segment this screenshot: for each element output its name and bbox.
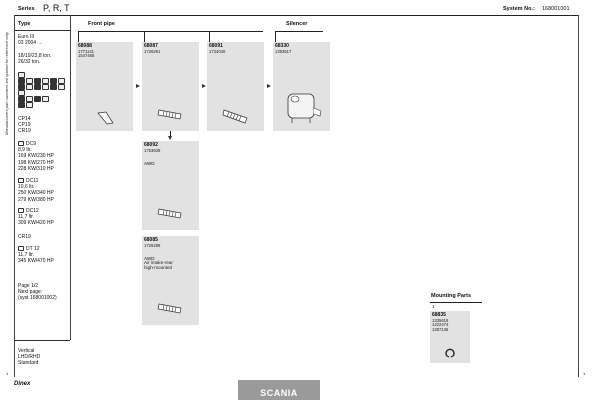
- axle-icon: [26, 102, 33, 108]
- left-border: [14, 15, 15, 377]
- engine-spec: 250 KW/340 HP: [18, 190, 54, 197]
- config-line: Vertical: [18, 348, 35, 354]
- part-68092[interactable]: [142, 141, 199, 230]
- part-number: 68330: [275, 43, 289, 49]
- next-page-label: Next page:: [18, 289, 43, 296]
- page-number: Page 1/2: [18, 283, 39, 289]
- silencer-line: [275, 31, 323, 32]
- engine-spec: 279 KW/380 HP: [18, 196, 54, 203]
- models-block: [18, 116, 31, 135]
- flex-pipe-icon: [156, 203, 186, 223]
- axle-icon: [42, 84, 49, 90]
- header-rule: [14, 15, 578, 16]
- part-68091[interactable]: [207, 42, 264, 131]
- part-ref: 1753639: [144, 147, 161, 153]
- engine-name: DC9: [26, 141, 37, 147]
- engine-icon: [18, 178, 24, 183]
- part-ref: 1387136: [432, 326, 449, 332]
- flow-arrow: [267, 84, 271, 88]
- part-68085[interactable]: [142, 236, 199, 325]
- mounting-parts-heading: Mounting Parts: [431, 293, 472, 299]
- mounting-parts-line: [430, 302, 482, 303]
- column-divider: [70, 15, 71, 340]
- engine-spec: 11,7 ltr.: [18, 252, 35, 259]
- engine-name: DC11: [26, 178, 39, 184]
- part-68087[interactable]: [142, 42, 199, 131]
- engine-spec: 345 KW/470 HP: [18, 258, 54, 265]
- engine-spec: 8,9 ltr.: [18, 147, 32, 154]
- euro-date: 03 2004 →: [18, 40, 43, 47]
- flow-arrow: [202, 84, 206, 88]
- axle-config-icons: [18, 72, 65, 108]
- engine-dc12: [18, 208, 54, 227]
- engine-spec: 11,7 ltr.: [18, 214, 35, 221]
- front-pipe-line: [78, 31, 263, 32]
- tonnage-block: [18, 53, 51, 65]
- connector: [144, 31, 145, 42]
- part-ref: 1726291: [144, 48, 161, 54]
- series-value: P, R, T: [43, 3, 70, 13]
- engine-spec: 169 KW/230 HP: [18, 153, 54, 160]
- front-pipe-heading: Front pipe: [88, 21, 115, 27]
- part-number: 68835: [432, 312, 446, 318]
- system-number-label: System No.:: [503, 6, 535, 12]
- part-ref: 1547466: [78, 53, 95, 59]
- bottom-rule: [15, 340, 70, 341]
- scania-brand-bar: SCANIA: [238, 380, 320, 400]
- reference-note: Manufacturers part numbers are quoted for reference only: [4, 32, 9, 135]
- page-marker-left: 1: [6, 371, 9, 376]
- part-ref: 1335618: [432, 317, 449, 323]
- silencer-heading: Silencer: [286, 21, 308, 27]
- tonnage-line: 18/19/23,8 ton.: [18, 53, 52, 59]
- model-line: CP19: [18, 122, 31, 129]
- connector: [275, 31, 276, 42]
- engine-icon: [18, 141, 24, 146]
- axle-icon: [34, 96, 41, 102]
- quantity: 1: [432, 304, 435, 309]
- engine-name: DT 12: [26, 246, 40, 252]
- engine-dt12: [18, 246, 54, 265]
- system-number-value: 168001001: [542, 6, 570, 12]
- model-line: CP14: [18, 116, 31, 122]
- engine-icon: [18, 208, 24, 213]
- mounting-config: [18, 348, 40, 367]
- part-number: 68088: [78, 43, 92, 49]
- axle-icon: [26, 84, 33, 90]
- page-marker-right: 1: [583, 371, 586, 376]
- part-note: AWD: [144, 256, 155, 262]
- engine-dc11: [18, 178, 54, 203]
- silencer-icon: [283, 88, 323, 126]
- config-line: LHD/RHD: [18, 354, 41, 361]
- part-number: 68092: [144, 142, 158, 148]
- part-68330[interactable]: [273, 42, 330, 131]
- model-line: CR19: [18, 128, 31, 135]
- euro-standard: Euro III: [18, 34, 35, 40]
- engine-spec: 198 KW/270 HP: [18, 159, 54, 166]
- engine-spec: 309 KW/420 HP: [18, 220, 54, 227]
- pipe-icon: [96, 110, 116, 126]
- part-68835[interactable]: [430, 311, 470, 363]
- part-ref: 1734040: [209, 48, 226, 54]
- euro-block: [18, 34, 42, 46]
- part-number: 68087: [144, 43, 158, 49]
- engine-spec: 228 KW/310 HP: [18, 165, 54, 172]
- series-label: Series: [18, 6, 35, 12]
- type-rule: [15, 30, 70, 31]
- dinex-logo: Dinex: [14, 381, 31, 387]
- mounting-qty: [432, 304, 434, 309]
- engine-icon: [18, 246, 24, 251]
- page-info: [18, 283, 57, 302]
- right-border: [578, 15, 579, 377]
- part-68088[interactable]: [76, 42, 133, 131]
- part-ref: 1726289: [144, 242, 161, 248]
- flex-pipe-icon: [156, 104, 186, 124]
- part-number: 68085: [144, 237, 158, 243]
- part-ref: 1771141: [78, 48, 94, 54]
- axle-icon: [18, 102, 25, 108]
- tonnage-line: 26/32 ton.: [18, 59, 41, 66]
- flow-arrow: [136, 84, 140, 88]
- config-line: Standard: [18, 360, 39, 367]
- part-note: AWD: [144, 161, 155, 167]
- axle-icon: [58, 84, 65, 90]
- axle-icon: [34, 84, 41, 90]
- part-note: high-mounted: [144, 264, 173, 270]
- flow-arrow: [168, 136, 172, 140]
- axle-icon: [50, 84, 57, 90]
- engine-spec: 10,6 ltr.: [18, 184, 35, 191]
- connector: [209, 31, 210, 42]
- next-page-system: (syst 168001002): [18, 295, 57, 302]
- flex-pipe-icon: [156, 298, 186, 318]
- clamp-icon: [444, 347, 456, 359]
- flex-pipe-icon: [221, 106, 251, 126]
- axle-icon: [42, 96, 49, 102]
- connector: [78, 31, 79, 42]
- part-note: Air intake-rear: [144, 260, 173, 266]
- part-ref: 1393617: [275, 48, 292, 54]
- model-cr19: CR19: [18, 234, 31, 240]
- engine-name: DC12: [26, 208, 39, 214]
- engine-dc9: [18, 141, 54, 172]
- part-ref: 1422474: [432, 322, 449, 328]
- part-number: 68091: [209, 43, 223, 49]
- type-heading: Type: [18, 21, 31, 27]
